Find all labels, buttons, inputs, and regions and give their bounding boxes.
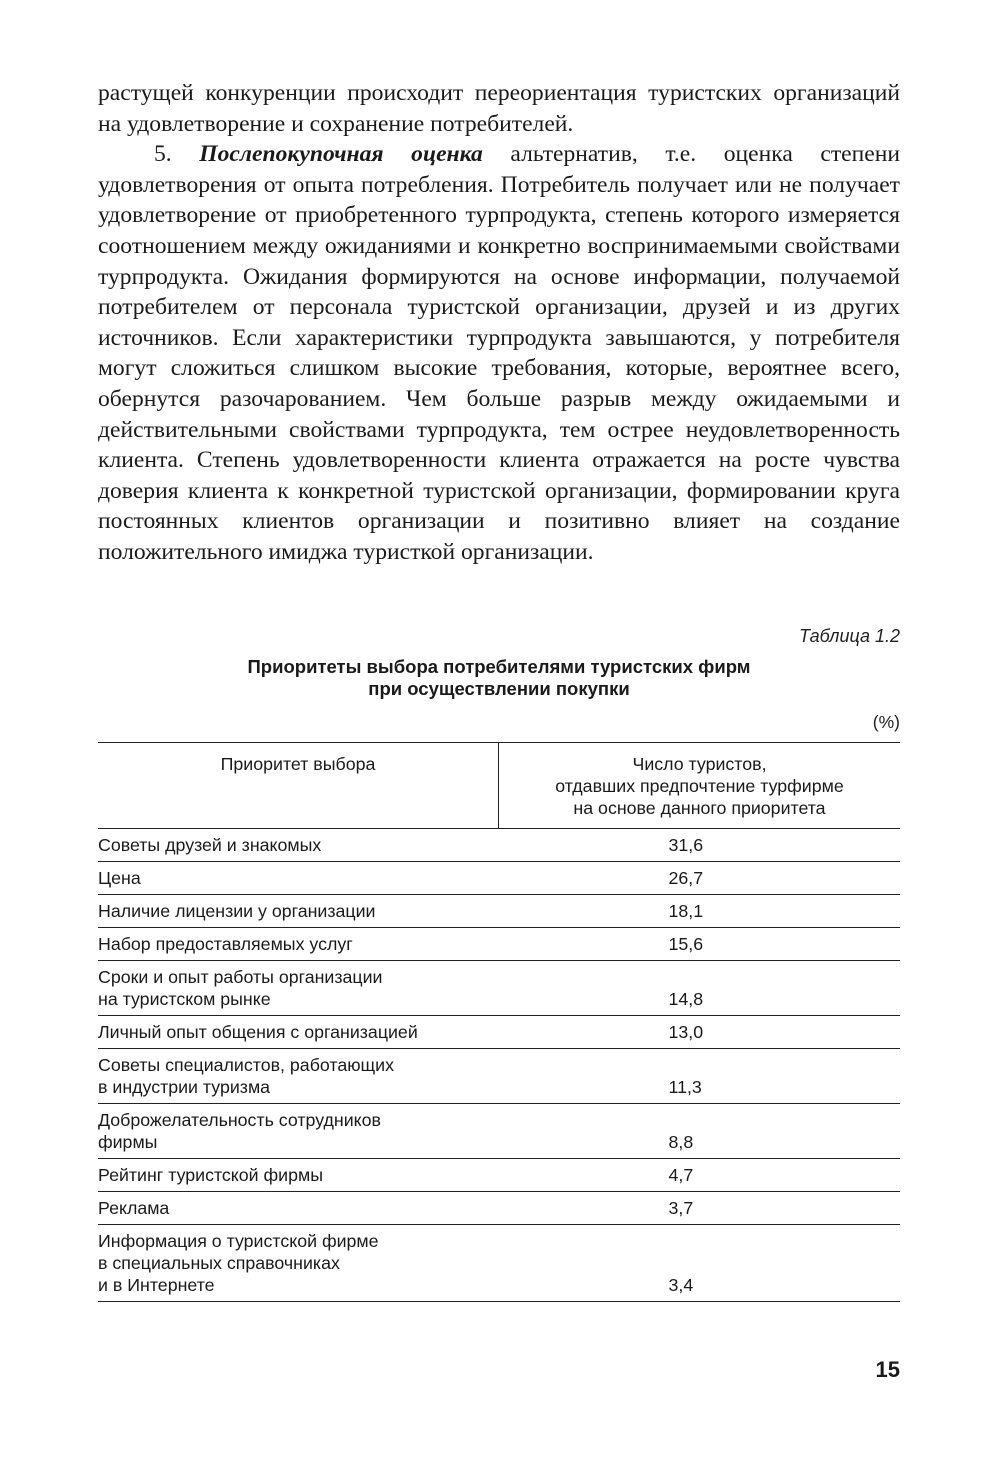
row-priority-label-line: на туристском рынке <box>98 989 271 1009</box>
row-priority-label <box>98 829 499 862</box>
item-5-number: 5. <box>154 141 200 168</box>
row-percentage-value: 3,7 <box>499 1192 901 1225</box>
item-5-text: альтернатив, т.е. оценка степени удовлетворения от опыта потребления. Потребитель получает или не получает удовлетворение от приобретенного турпродукта, степень которого измеряется соотношением между ожиданиями и конкретно воспринимаемыми свойствами турпродукта. Ожидания формируются на основе информации, получаемой потребителем от персонала туристской организации, друзей и из других источников. Если характеристики турпродукта завышаются, у потребителя могут сложиться слишком высокие требования, которые, вероятнее всего, обернутся разочарованием. Чем больше разрыв между ожидаемыми и действительными свойствами турпродукта, тем острее неудовлетворенность клиента. Степень удовлетворенности клиента отражается на росте чувства доверия клиента к конкретной туристской организации, формировании круга постоянных клиентов организации и позитивно влияет на создание положительного имиджа туристкой организации. <box>98 141 900 565</box>
row-percentage-value: 3,4 <box>499 1225 901 1302</box>
row-priority-label-line: Доброжелательность сотрудников <box>98 1110 381 1130</box>
header-col2-line-2: отдавших предпочтение турфирме <box>555 776 844 796</box>
table-title-line-1: Приоритеты выбора потребителями туристских фирм <box>247 656 751 677</box>
table-row <box>98 895 900 928</box>
row-priority-label <box>98 1049 499 1104</box>
row-priority-label-line: Личный опыт общения с организацией <box>98 1022 418 1042</box>
table-title <box>98 656 900 700</box>
row-percentage-value: 8,8 <box>499 1104 901 1159</box>
row-priority-label-line: Сроки и опыт работы организации <box>98 967 383 987</box>
table-row <box>98 961 900 1016</box>
row-percentage-value: 13,0 <box>499 1016 901 1049</box>
table-row <box>98 1225 900 1302</box>
table-unit: (%) <box>872 712 900 732</box>
row-priority-label-line: Набор предоставляемых услуг <box>98 934 353 954</box>
row-priority-label <box>98 1159 499 1192</box>
paragraph-continuation: растущей конкуренции происходит переориентация туристских организаций на удовлетворение и сохранение потребителей. <box>98 80 900 137</box>
row-percentage-value: 11,3 <box>499 1049 901 1104</box>
page-content <box>98 78 900 1295</box>
table-row <box>98 829 900 862</box>
row-priority-label-line: и в Интернете <box>98 1275 215 1295</box>
table-row <box>98 1159 900 1192</box>
row-priority-label-line: Наличие лицензии у организации <box>98 901 376 921</box>
table-row <box>98 928 900 961</box>
table-row <box>98 1104 900 1159</box>
row-priority-label-line: Цена <box>98 868 141 888</box>
table-row <box>98 1192 900 1225</box>
table-row <box>98 1049 900 1104</box>
header-priority: Приоритет выбора <box>98 743 499 829</box>
row-priority-label-line: Рейтинг туристской фирмы <box>98 1165 324 1185</box>
row-percentage-value: 31,6 <box>499 829 901 862</box>
header-col2-line-1: Число туристов, <box>632 754 767 774</box>
row-priority-label-line: в индустрии туризма <box>98 1077 271 1097</box>
row-priority-label-line: фирмы <box>98 1132 158 1152</box>
row-priority-label <box>98 961 499 1016</box>
row-percentage-value: 4,7 <box>499 1159 901 1192</box>
row-priority-label-line: Информация о туристской фирме <box>98 1231 379 1251</box>
table-caption: Таблица 1.2 <box>798 626 900 646</box>
table-row <box>98 1016 900 1049</box>
row-priority-label <box>98 928 499 961</box>
row-priority-label-line: Советы специалистов, работающих <box>98 1055 394 1075</box>
row-priority-label <box>98 1225 499 1302</box>
row-priority-label <box>98 862 499 895</box>
page-number: 15 <box>875 1357 900 1382</box>
row-priority-label <box>98 1016 499 1049</box>
row-priority-label-line: Советы друзей и знакомых <box>98 835 322 855</box>
table-header-row <box>98 743 900 829</box>
row-priority-label <box>98 1192 499 1225</box>
row-percentage-value: 15,6 <box>499 928 901 961</box>
row-percentage-value: 26,7 <box>499 862 901 895</box>
row-priority-label-line: в специальных справочниках <box>98 1253 340 1273</box>
row-priority-label <box>98 1104 499 1159</box>
item-5-term: Послепокупочная оценка <box>199 141 483 168</box>
table-body <box>98 829 900 1302</box>
row-percentage-value: 14,8 <box>499 961 901 1016</box>
header-col2-line-3: на основе данного приоритета <box>573 798 826 818</box>
priorities-table <box>98 742 900 1302</box>
table-row <box>98 862 900 895</box>
paragraph-item-5 <box>98 139 900 567</box>
header-tourists-count <box>499 743 901 829</box>
table-title-line-2: при осуществлении покупки <box>368 678 630 699</box>
row-priority-label-line: Реклама <box>98 1198 170 1218</box>
row-priority-label <box>98 895 499 928</box>
row-percentage-value: 18,1 <box>499 895 901 928</box>
